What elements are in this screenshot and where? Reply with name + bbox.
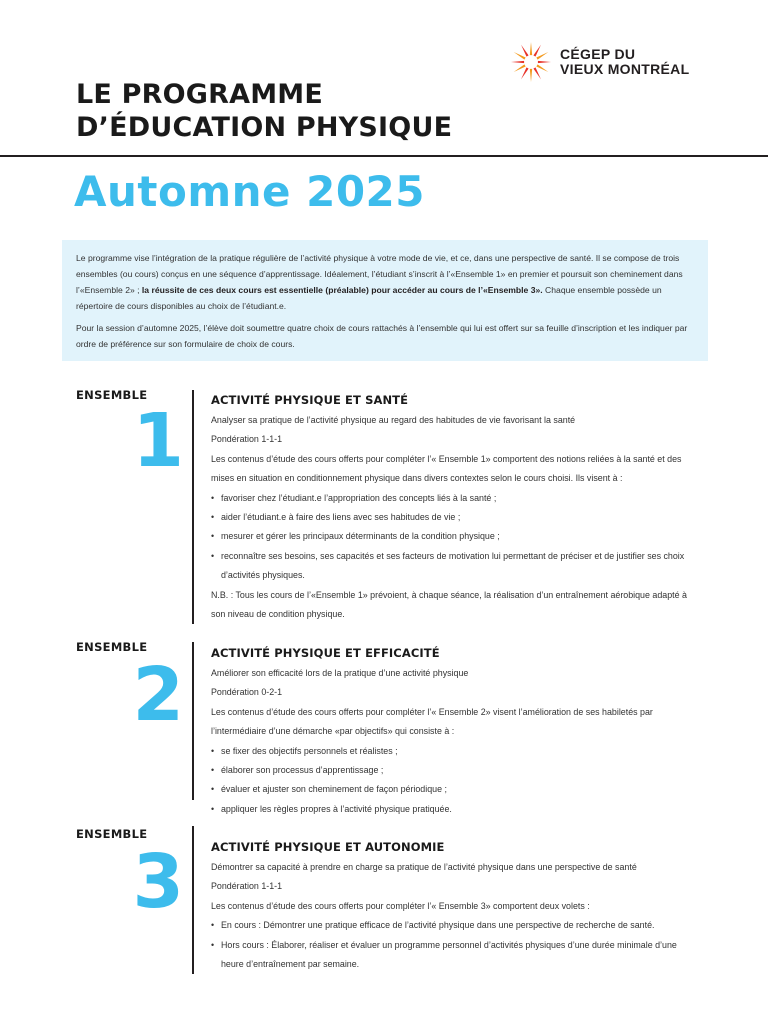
logo-ray [536,64,548,72]
logo-ray [530,69,532,82]
ensemble-2-heading: ACTIVITÉ PHYSIQUE ET EFFICACITÉ [211,646,440,660]
list-item: • En cours : Démontrer une pratique efficace de l’activité physique dans une perspective de recherche de santé. [211,916,701,935]
cegep-logo [510,40,720,84]
list-item: • évaluer et ajuster son cheminement de façon périodique ; [211,780,701,799]
list-item: • se fixer des objectifs personnels et réalistes ; [211,742,701,761]
ensemble-2-section [211,645,701,819]
logo-ray [536,52,548,60]
ensemble-3-section [211,839,701,974]
list-item: • élaborer son processus d’apprentissage ; [211,761,701,780]
starburst-logo-icon [510,40,552,84]
logo-ray [514,52,526,60]
intro-box [62,240,708,361]
ensemble-1-weighting: Pondération 1-1-1 [211,434,283,445]
intro-paragraph-2: Pour la session d’automne 2025, l’élève doit soumettre quatre choix de cours rattachés à l’ensemble qui lui est offert sur sa feuille d’inscription et les indiquer par ordre de préférence sur son formulaire de choix de cours. [76,323,688,349]
title-line-2: D’ÉDUCATION PHYSIQUE [76,112,453,143]
ensemble-2-weighting: Pondération 0-2-1 [211,687,283,698]
list-item: • favoriser chez l’étudiant.e l’appropriation des concepts liés à la santé ; [211,489,701,508]
ensemble-2-list [211,742,701,820]
logo-ray [521,67,529,79]
logo-line-1: CÉGEP DU [560,46,636,62]
ensemble-1-number: 1 [132,398,184,484]
intro-paragraph-1 [76,250,694,314]
title-divider [0,155,768,157]
ensemble-3-list [211,916,701,974]
ensemble-1-heading: ACTIVITÉ PHYSIQUE ET SANTÉ [211,393,409,407]
ensemble-2-label: ENSEMBLE [76,640,148,654]
ensemble-1-list [211,489,701,586]
ensemble-1-description: Les contenus d’étude des cours offerts pour compléter l’« Ensemble 1» comportent des notions reliées à la santé et des mises en situation en conditionnement physique dans divers contextes selon le cours choisi. Ils visent à : [211,453,682,484]
logo-text [560,47,689,77]
ensemble-3-divider [192,826,194,974]
title-line-1: LE PROGRAMME [76,79,324,110]
logo-ray [538,61,551,63]
list-item: • mesurer et gérer les principaux déterminants de la condition physique ; [211,527,701,546]
ensemble-3-number: 3 [132,839,184,925]
ensemble-1-divider [192,390,194,624]
list-item: • Hors cours : Élaborer, réaliser et évaluer un programme personnel d’activités physiques d’une durée minimale d’une heure d’entraînement par semaine. [211,936,701,975]
season-heading: Automne 2025 [74,167,426,216]
ensemble-1-label: ENSEMBLE [76,388,148,402]
list-item: • reconnaître ses besoins, ses capacités et ses facteurs de motivation lui permettant de préciser et de justifier ses choix d’activités physiques. [211,547,701,586]
list-item: • aider l’étudiant.e à faire des liens avec ses habitudes de vie ; [211,508,701,527]
intro-text-bold: la réussite de ces deux cours est essentielle (préalable) pour accéder au cours de l’«Ensemble 3». [141,285,543,295]
intro-text-b: Chaque ensemble possède un répertoire de cours disponibles au choix de l’étudiant.e. [76,285,662,311]
ensemble-2-objective: Améliorer son efficacité lors de la pratique d’une activité physique [211,668,469,678]
logo-ray [521,45,529,57]
logo-ray [514,64,526,72]
ensemble-3-description: Les contenus d’étude des cours offerts pour compléter l’« Ensemble 3» comportent deux volets : [211,900,590,911]
list-item: • appliquer les règles propres à l’activité physique pratiquée. [211,800,701,819]
ensemble-2-divider [192,642,194,800]
logo-ray [511,61,524,63]
ensemble-3-label: ENSEMBLE [76,827,148,841]
ensemble-2-description: Les contenus d’étude des cours offerts pour compléter l’« Ensemble 2» visent l’amélioration de ses habiletés par l’intermédiaire d’une démarche «par objectifs» qui consiste à : [211,706,653,737]
intro-text-a: Le programme vise l’intégration de la pratique régulière de l’activité physique à votre mode de vie, et ce, dans une perspective de santé. Il se compose de trois ensembles (ou cours) conçus en une séquence d’apprentissage. Idéalement, l’étudiant s’inscrit à l’«Ensemble 1» en premier et poursuit son cheminement dans l’«Ensemble 2» ; [76,253,683,295]
ensemble-1-note: N.B. : Tous les cours de l’«Ensemble 1» prévoient, à chaque séance, la réalisation d’un entraînement aérobique adapté à son niveau de condition physique. [211,589,687,620]
logo-line-2: VIEUX MONTRÉAL [560,61,690,77]
logo-ray [533,45,541,57]
logo-ray [533,67,541,79]
ensemble-3-objective: Démontrer sa capacité à prendre en charge sa pratique de l’activité physique dans une perspective de santé [211,862,637,872]
ensemble-1-objective: Analyser sa pratique de l’activité physique au regard des habitudes de vie favorisant la santé [211,415,576,425]
ensemble-3-heading: ACTIVITÉ PHYSIQUE ET AUTONOMIE [211,840,445,854]
page-title [76,78,452,144]
ensemble-2-number: 2 [132,652,184,738]
ensemble-1-section [211,392,701,624]
logo-ray [530,42,532,55]
ensemble-3-weighting: Pondération 1-1-1 [211,881,283,892]
